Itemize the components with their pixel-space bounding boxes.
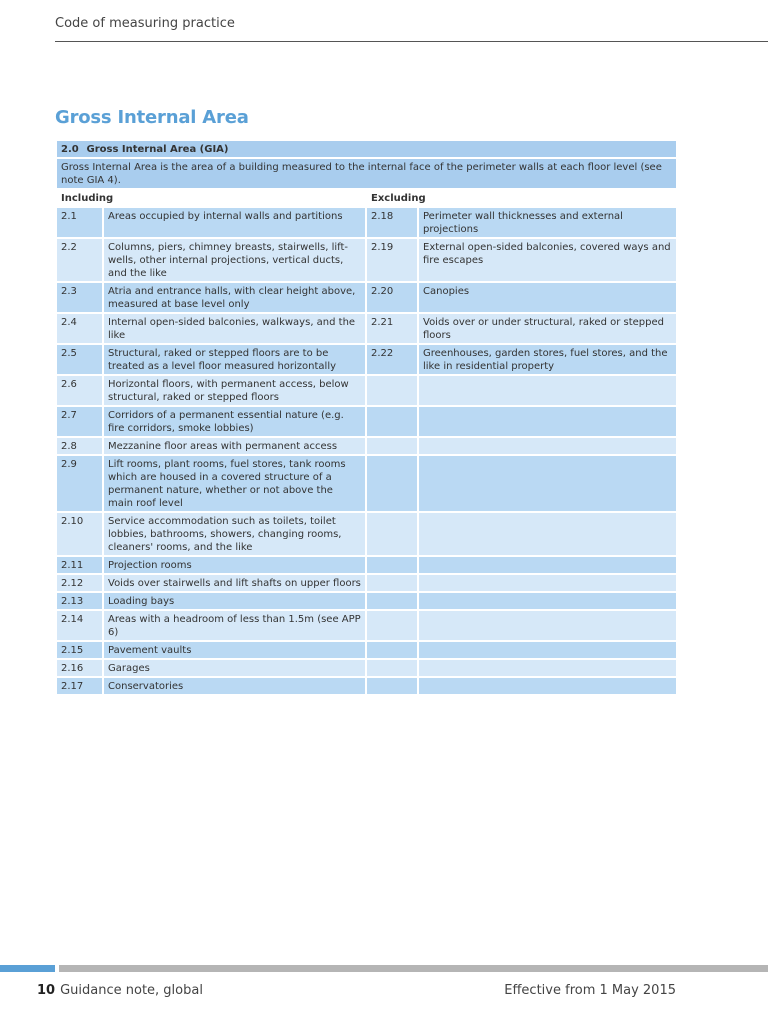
excluding-number (366, 455, 418, 512)
page-number: 10 (37, 983, 56, 998)
including-text: Service accommodation such as toilets, toilet lobbies, bathrooms, showers, changing rooms, cleaners' rooms, and the like (103, 512, 366, 556)
table-row (56, 282, 677, 313)
excluding-text (418, 592, 677, 610)
excluding-number (366, 406, 418, 437)
table-row (56, 512, 677, 556)
table-title-number: 2.0 (61, 144, 79, 155)
excluding-text (418, 437, 677, 455)
excluding-text: Greenhouses, garden stores, fuel stores, and the like in residential property (418, 344, 677, 375)
including-text: Atria and entrance halls, with clear height above, measured at base level only (103, 282, 366, 313)
including-number: 2.2 (56, 238, 103, 282)
including-number: 2.11 (56, 556, 103, 574)
excluding-number: 2.18 (366, 207, 418, 238)
including-text: Horizontal floors, with permanent access, below structural, raked or stepped floors (103, 375, 366, 406)
including-number: 2.13 (56, 592, 103, 610)
table-row (56, 677, 677, 695)
excluding-text (418, 455, 677, 512)
table-row (56, 406, 677, 437)
excluding-number (366, 659, 418, 677)
excluding-number (366, 592, 418, 610)
including-text: Lift rooms, plant rooms, fuel stores, tank rooms which are housed in a covered structure of a permanent nature, whether or not above the main roof level (103, 455, 366, 512)
table-title-row (56, 140, 677, 158)
including-number: 2.7 (56, 406, 103, 437)
excluding-number: 2.20 (366, 282, 418, 313)
including-number: 2.10 (56, 512, 103, 556)
table-row (56, 610, 677, 641)
table-row (56, 437, 677, 455)
excluding-number: 2.21 (366, 313, 418, 344)
excluding-number (366, 641, 418, 659)
table-definition-row (56, 158, 677, 189)
excluding-text (418, 574, 677, 592)
footer-left (37, 983, 203, 998)
footer-accent-bar (0, 965, 55, 972)
including-number: 2.3 (56, 282, 103, 313)
gia-table-body (56, 140, 677, 695)
footer-publication: Guidance note, global (60, 983, 203, 998)
running-header: Code of measuring practice (55, 16, 235, 31)
including-number: 2.17 (56, 677, 103, 695)
including-number: 2.1 (56, 207, 103, 238)
table-definition: Gross Internal Area is the area of a building measured to the internal face of the perimeter walls at each floor level (see note GIA 4). (56, 158, 677, 189)
including-text: Areas occupied by internal walls and partitions (103, 207, 366, 238)
table-row (56, 592, 677, 610)
including-text: Structural, raked or stepped floors are to be treated as a level floor measured horizontally (103, 344, 366, 375)
table-row (56, 375, 677, 406)
table-row (56, 238, 677, 282)
footer-gray-bar (59, 965, 768, 972)
excluding-text: Perimeter wall thicknesses and external projections (418, 207, 677, 238)
including-number: 2.15 (56, 641, 103, 659)
excluding-number (366, 677, 418, 695)
table-title-cell (56, 140, 677, 158)
excluding-number (366, 610, 418, 641)
excluding-text (418, 659, 677, 677)
including-text: Columns, piers, chimney breasts, stairwells, lift-wells, other internal projections, vertical ducts, and the like (103, 238, 366, 282)
including-text: Conservatories (103, 677, 366, 695)
excluding-text: Canopies (418, 282, 677, 313)
including-number: 2.4 (56, 313, 103, 344)
including-number: 2.5 (56, 344, 103, 375)
including-text: Pavement vaults (103, 641, 366, 659)
excluding-text (418, 406, 677, 437)
excluding-text (418, 610, 677, 641)
section-title: Gross Internal Area (55, 107, 249, 128)
gia-table (55, 139, 678, 696)
including-number: 2.8 (56, 437, 103, 455)
table-row (56, 313, 677, 344)
table-row (56, 659, 677, 677)
excluding-text (418, 375, 677, 406)
excluding-number (366, 574, 418, 592)
excluding-header: Excluding (366, 189, 677, 207)
excluding-text (418, 556, 677, 574)
excluding-number (366, 556, 418, 574)
including-number: 2.12 (56, 574, 103, 592)
including-text: Voids over stairwells and lift shafts on upper floors (103, 574, 366, 592)
table-row (56, 641, 677, 659)
table-row (56, 455, 677, 512)
excluding-text: Voids over or under structural, raked or stepped floors (418, 313, 677, 344)
table-row (56, 574, 677, 592)
footer-effective-date: Effective from 1 May 2015 (504, 983, 676, 998)
excluding-text (418, 641, 677, 659)
including-number: 2.16 (56, 659, 103, 677)
table-row (56, 556, 677, 574)
table-title-text: Gross Internal Area (GIA) (86, 144, 229, 155)
including-number: 2.14 (56, 610, 103, 641)
including-number: 2.6 (56, 375, 103, 406)
including-text: Internal open-sided balconies, walkways, and the like (103, 313, 366, 344)
including-number: 2.9 (56, 455, 103, 512)
including-text: Areas with a headroom of less than 1.5m (see APP 6) (103, 610, 366, 641)
excluding-text: External open-sided balconies, covered ways and fire escapes (418, 238, 677, 282)
including-text: Loading bays (103, 592, 366, 610)
including-header: Including (56, 189, 366, 207)
including-text: Corridors of a permanent essential nature (e.g. fire corridors, smoke lobbies) (103, 406, 366, 437)
excluding-number: 2.19 (366, 238, 418, 282)
table-row (56, 207, 677, 238)
table-header-row (56, 189, 677, 207)
header-rule (55, 41, 768, 42)
including-text: Garages (103, 659, 366, 677)
including-text: Projection rooms (103, 556, 366, 574)
excluding-number (366, 512, 418, 556)
excluding-number (366, 375, 418, 406)
excluding-text (418, 512, 677, 556)
excluding-number (366, 437, 418, 455)
excluding-text (418, 677, 677, 695)
excluding-number: 2.22 (366, 344, 418, 375)
table-row (56, 344, 677, 375)
including-text: Mezzanine floor areas with permanent access (103, 437, 366, 455)
